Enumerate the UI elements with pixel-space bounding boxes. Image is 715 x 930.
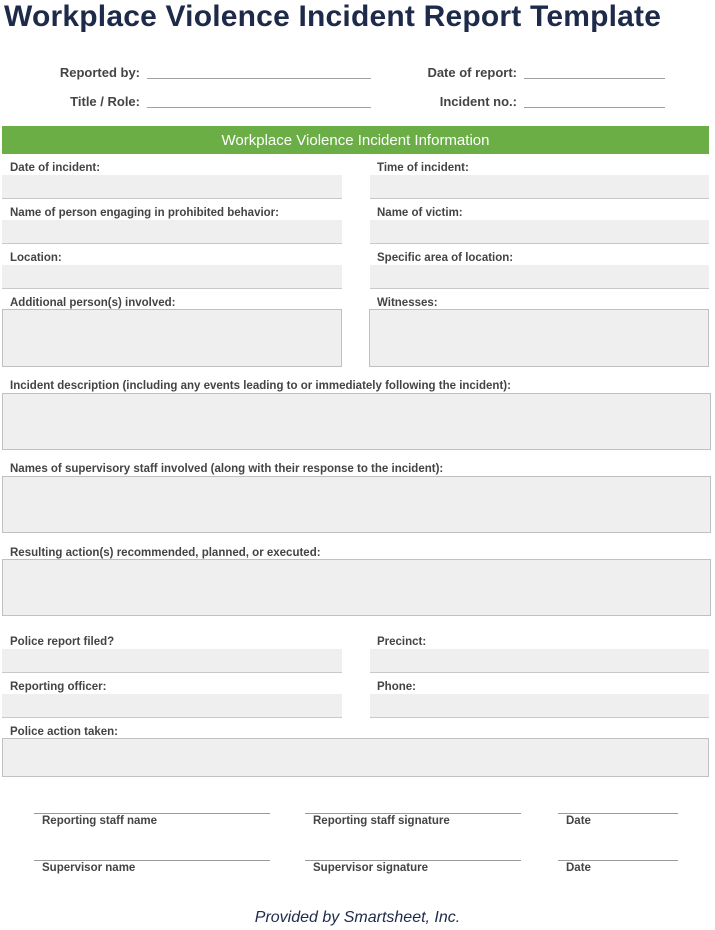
reporting-staff-signature-line[interactable]	[305, 813, 521, 814]
phone-label: Phone:	[377, 681, 416, 693]
title-role-label: Title / Role:	[70, 94, 140, 109]
additional-persons-input[interactable]	[2, 309, 342, 367]
victim-input[interactable]	[370, 220, 709, 244]
police-action-label: Police action taken:	[10, 726, 119, 738]
time-of-incident-label: Time of incident:	[377, 162, 469, 174]
date-label-1: Date	[566, 815, 591, 827]
location-input[interactable]	[2, 265, 342, 289]
section-title: Workplace Violence Incident Information	[221, 131, 490, 149]
date-of-incident-label: Date of incident:	[10, 162, 101, 174]
incident-no-label: Incident no.:	[439, 94, 517, 109]
date-of-report-label: Date of report:	[427, 65, 517, 80]
supervisory-staff-label: Names of supervisory staff involved (along with their response to the incident):	[10, 463, 444, 475]
incident-description-label: Incident description (including any events leading to or immediately following the incident):	[10, 380, 511, 392]
specific-area-input[interactable]	[370, 265, 709, 289]
witnesses-label: Witnesses:	[377, 297, 438, 309]
police-action-input[interactable]	[2, 738, 709, 777]
incident-no-input[interactable]	[524, 107, 665, 108]
date-of-report-input[interactable]	[524, 78, 665, 79]
supervisor-signature-line[interactable]	[305, 860, 521, 861]
person-engaging-label: Name of person engaging in prohibited behavior:	[10, 207, 279, 219]
resulting-actions-label: Resulting action(s) recommended, planned, or executed:	[10, 547, 321, 559]
reported-by-input[interactable]	[147, 78, 371, 79]
incident-description-input[interactable]	[2, 393, 711, 450]
date-of-incident-input[interactable]	[2, 175, 342, 199]
title-role-input[interactable]	[147, 107, 371, 108]
police-report-label: Police report filed?	[10, 636, 115, 648]
police-report-input[interactable]	[2, 649, 342, 673]
time-of-incident-input[interactable]	[370, 175, 709, 199]
resulting-actions-input[interactable]	[2, 559, 711, 616]
precinct-input[interactable]	[370, 649, 709, 673]
reported-by-label: Reported by:	[59, 65, 140, 80]
supervisor-signature-label: Supervisor signature	[313, 862, 429, 874]
victim-label: Name of victim:	[377, 207, 463, 219]
supervisor-name-label: Supervisor name	[42, 862, 136, 874]
date-line-1[interactable]	[558, 813, 678, 814]
specific-area-label: Specific area of location:	[377, 252, 514, 264]
supervisor-name-line[interactable]	[34, 860, 270, 861]
page-title: Workplace Violence Incident Report Template	[4, 0, 662, 33]
reporting-officer-input[interactable]	[2, 694, 342, 718]
precinct-label: Precinct:	[377, 636, 427, 648]
footer-credit: Provided by Smartsheet, Inc.	[254, 909, 461, 926]
additional-persons-label: Additional person(s) involved:	[10, 297, 176, 309]
section-header	[2, 126, 709, 154]
reporting-officer-label: Reporting officer:	[10, 681, 107, 693]
person-engaging-input[interactable]	[2, 220, 342, 244]
date-label-2: Date	[566, 862, 591, 874]
date-line-2[interactable]	[558, 860, 678, 861]
location-label: Location:	[10, 252, 62, 264]
reporting-staff-name-label: Reporting staff name	[42, 815, 158, 827]
witnesses-input[interactable]	[369, 309, 709, 367]
phone-input[interactable]	[370, 694, 709, 718]
supervisory-staff-input[interactable]	[2, 476, 711, 533]
reporting-staff-signature-label: Reporting staff signature	[313, 815, 450, 827]
reporting-staff-name-line[interactable]	[34, 813, 270, 814]
